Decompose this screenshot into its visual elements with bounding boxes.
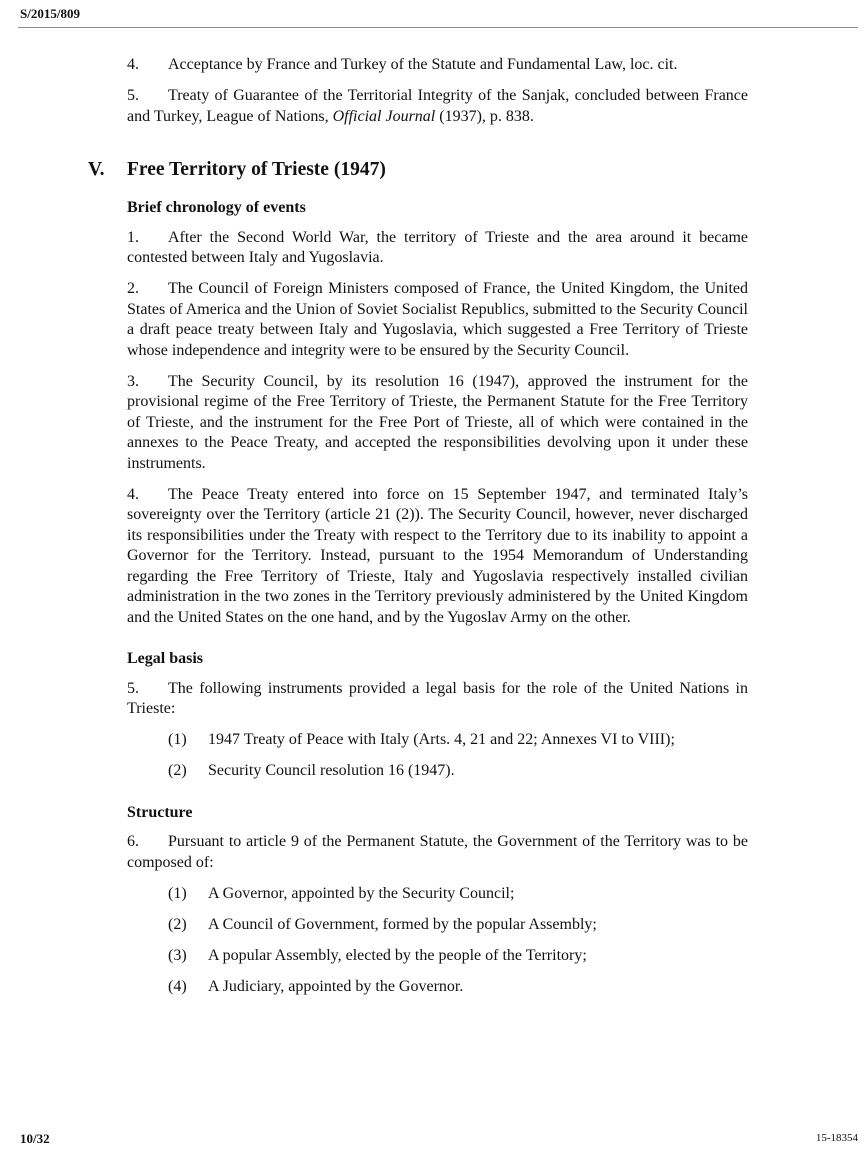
- paragraph-text: Acceptance by France and Turkey of the Statute and Fundamental Law, loc. cit.: [168, 56, 678, 73]
- list-item: [168, 761, 748, 782]
- paragraph-number: 5.: [127, 87, 139, 104]
- journal-title: Official Journal: [332, 107, 436, 125]
- paragraph-text: The Peace Treaty entered into force on 15 September 1947, and terminated Italy’s sovereignty over the Territory (article 21 (2)). The Security Council, however, never discharged its responsibilities under the Treaty with respect to the Territory due to its inability to appoint a Governor for the Territory. Instead, pursuant to the 1954 Memorandum of Understanding regarding the Free Territory of Trieste, Italy and Yugoslavia respectively installed civilian administration in the two zones in the Territory previously administered by the United Kingdom and the United States on the one hand, and by the Yugoslav Army on the other.: [127, 485, 748, 626]
- document-symbol: S/2015/809: [20, 6, 80, 21]
- paragraph-text: Treaty of Guarantee of the Territorial Integrity of the Sanjak, concluded between France and Turkey, League of Nations,: [127, 87, 748, 125]
- header-divider: [18, 27, 858, 28]
- list-item-text: 1947 Treaty of Peace with Italy (Arts. 4, 21 and 22; Annexes VI to VIII);: [208, 731, 675, 748]
- page-number: 10/32: [20, 1131, 50, 1146]
- list-item: [168, 884, 748, 905]
- paragraph-text: The following instruments provided a legal basis for the role of the United Nations in Trieste:: [127, 679, 748, 717]
- paragraph-number: 6.: [127, 833, 139, 850]
- paragraph-number: 4.: [127, 485, 139, 503]
- paragraph-number: 1.: [127, 228, 139, 246]
- page-body: [88, 55, 748, 1008]
- list-item: [168, 730, 748, 751]
- list-item-text: A Council of Government, formed by the popular Assembly;: [208, 915, 597, 933]
- paragraph-number: 4.: [127, 56, 139, 73]
- chronology-paragraph-3: [127, 372, 748, 475]
- list-marker: (2): [168, 762, 187, 779]
- section-number: V.: [88, 159, 105, 180]
- list-item: [168, 946, 748, 967]
- legal-basis-paragraph-5: [127, 679, 748, 720]
- list-item-text: Security Council resolution 16 (1947).: [208, 762, 455, 779]
- list-item-text: A popular Assembly, elected by the people of the Territory;: [208, 946, 587, 964]
- paragraph-text: The Security Council, by its resolution 16 (1947), approved the instrument for the provisional regime of the Free Territory of Trieste, the Permanent Statute for the Free Territory of Trieste, and the instrument for the Free Port of Trieste, all of which were contained in the annexes to the Peace Treaty, and accepted the responsibilities devolving upon it under these instruments.: [127, 372, 748, 472]
- list-marker: (2): [168, 915, 187, 933]
- paragraph-text-end: (1937), p. 838.: [435, 107, 534, 125]
- list-marker: (1): [168, 884, 187, 902]
- legal-basis-heading: Legal basis: [127, 650, 204, 667]
- chronology-heading: Brief chronology of events: [127, 199, 306, 216]
- paragraph-text: The Council of Foreign Ministers composed of France, the United Kingdom, the United States of America and the Union of Soviet Socialist Republics, submitted to the Security Council a draft peace treaty between Italy and Yugoslavia, which suggested a Free Territory of Trieste whose independence and integrity were to be ensured by the Security Council.: [127, 280, 748, 359]
- section-heading: [88, 158, 748, 182]
- paragraph-number: 2.: [127, 280, 139, 297]
- structure-heading: Structure: [127, 803, 193, 821]
- chronology-paragraph-2: [127, 279, 748, 361]
- structure-paragraph-6: [127, 832, 748, 873]
- list-marker: (4): [168, 977, 187, 995]
- chronology-paragraph-4: [127, 485, 748, 629]
- footnote-paragraph-4: [127, 55, 748, 76]
- section-title: Free Territory of Trieste (1947): [127, 159, 386, 180]
- paragraph-number: 3.: [127, 372, 139, 390]
- paragraph-text: Pursuant to article 9 of the Permanent Statute, the Government of the Territory was to be composed of:: [127, 833, 748, 871]
- list-item: [168, 977, 748, 998]
- paragraph-number: 5.: [127, 679, 139, 697]
- footnote-paragraph-5: [127, 86, 748, 127]
- list-marker: (1): [168, 731, 187, 748]
- list-item-text: A Governor, appointed by the Security Council;: [208, 884, 515, 902]
- paragraph-text: After the Second World War, the territory of Trieste and the area around it became contested between Italy and Yugoslavia.: [127, 228, 748, 266]
- document-code: 15-18354: [815, 1132, 858, 1144]
- chronology-paragraph-1: [127, 228, 748, 269]
- list-item-text: A Judiciary, appointed by the Governor.: [208, 977, 464, 995]
- list-item: [168, 915, 748, 936]
- list-marker: (3): [168, 946, 187, 964]
